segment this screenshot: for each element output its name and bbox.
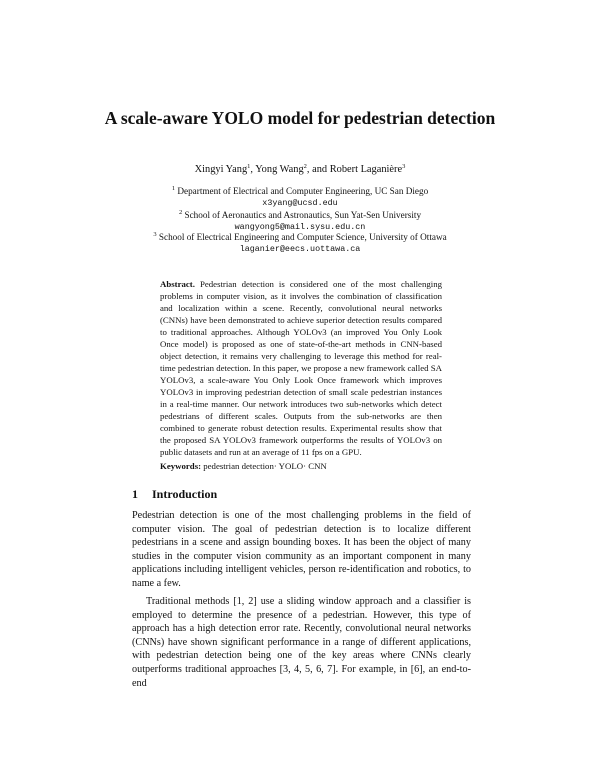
affiliation	[100, 210, 500, 221]
paper-title: A scale-aware YOLO model for pedestrian detection	[104, 108, 496, 128]
section-title: Introduction	[152, 487, 218, 501]
abstract	[160, 278, 442, 458]
author-name: Xingyi Yang	[194, 164, 248, 175]
section-number: 1	[132, 487, 138, 501]
author-mark: 1	[247, 163, 251, 170]
affiliation-email: x3yang@ucsd.edu	[262, 198, 338, 208]
author-mark: 2	[303, 163, 307, 170]
author-name: Robert Laganière	[329, 164, 403, 175]
keywords-label: Keywords:	[160, 461, 202, 471]
author-separator: ,	[250, 164, 256, 175]
body-paragraph: Pedestrian detection is one of the most challenging problems in the field of computer vision. The goal of pedestrian detection is to localize different pedestrians in a scene and assign bounding boxes. It has been the object of many studies in the computer vision community as an important component in many applications including intelligent vehicles, person re-identification and robotics, to name a few.	[132, 510, 471, 589]
affiliation-email: wangyong5@mail.sysu.edu.cn	[234, 222, 366, 232]
author-mark: 3	[402, 163, 406, 170]
author-separator: , and	[306, 164, 330, 175]
body-paragraph: Traditional methods [1, 2] use a sliding window approach and a classifier is employed to determine the presence of a pedestrian. However, this type of approach has a high detection error rate. Recently, convolutional neural networks (CNNs) have shown significant performance in a range of different applications, with pedestrian detection being one of the key areas where CNNs clearly outperforms traditional approaches [3, 4, 5, 6, 7]. For example, in [6], an end-to-end	[132, 596, 471, 689]
affiliation-email: laganier@eecs.uottawa.ca	[239, 244, 361, 254]
keywords	[160, 460, 442, 472]
affiliation	[100, 186, 500, 197]
affiliation-text: School of Aeronautics and Astronautics, Sun Yat-Sen University	[184, 210, 422, 220]
affiliation-text: Department of Electrical and Computer Engineering, UC San Diego	[177, 186, 429, 196]
section-heading	[132, 487, 217, 502]
author-list	[100, 164, 500, 175]
affiliation-mark: 3	[153, 231, 157, 238]
author-name: Yong Wang	[255, 164, 304, 175]
abstract-text: Pedestrian detection is considered one of the most challenging problems in computer vision, as it involves the combination of classification and localization within a scene. Recently, convolutional neural networks (CNNs) have been demonstrated to achieve superior detection results compared to traditional approaches. Although YOLOv3 (an improved You Only Look Once model) is proposed as one of state-of-the-art methods in CNN-based object detection, it remains very challenging to leverage this method for real-time pedestrian detection. In this paper, we propose a new framework called SA YOLOv3, a scale-aware You Only Look Once framework which improves YOLOv3 in improving pedestrian detection of small scale pedestrian instances in a real-time manner. Our network introduces two sub-networks which detect pedestrians of different scales. Outputs from the sub-networks are then combined to generate robust detection results. Experimental results show that the proposed SA YOLOv3 framework outperforms the results of YOLOv3 on public datasets and run at an average of 11 fps on a GPU.	[160, 279, 442, 457]
keywords-text: pedestrian detection· YOLO· CNN	[203, 461, 327, 471]
affiliation	[100, 232, 500, 243]
affiliation-mark: 1	[171, 185, 176, 192]
abstract-label: Abstract.	[160, 279, 195, 289]
affiliation-text: School of Electrical Engineering and Computer Science, University of Ottawa	[158, 232, 447, 242]
affiliation-mark: 2	[178, 209, 183, 216]
